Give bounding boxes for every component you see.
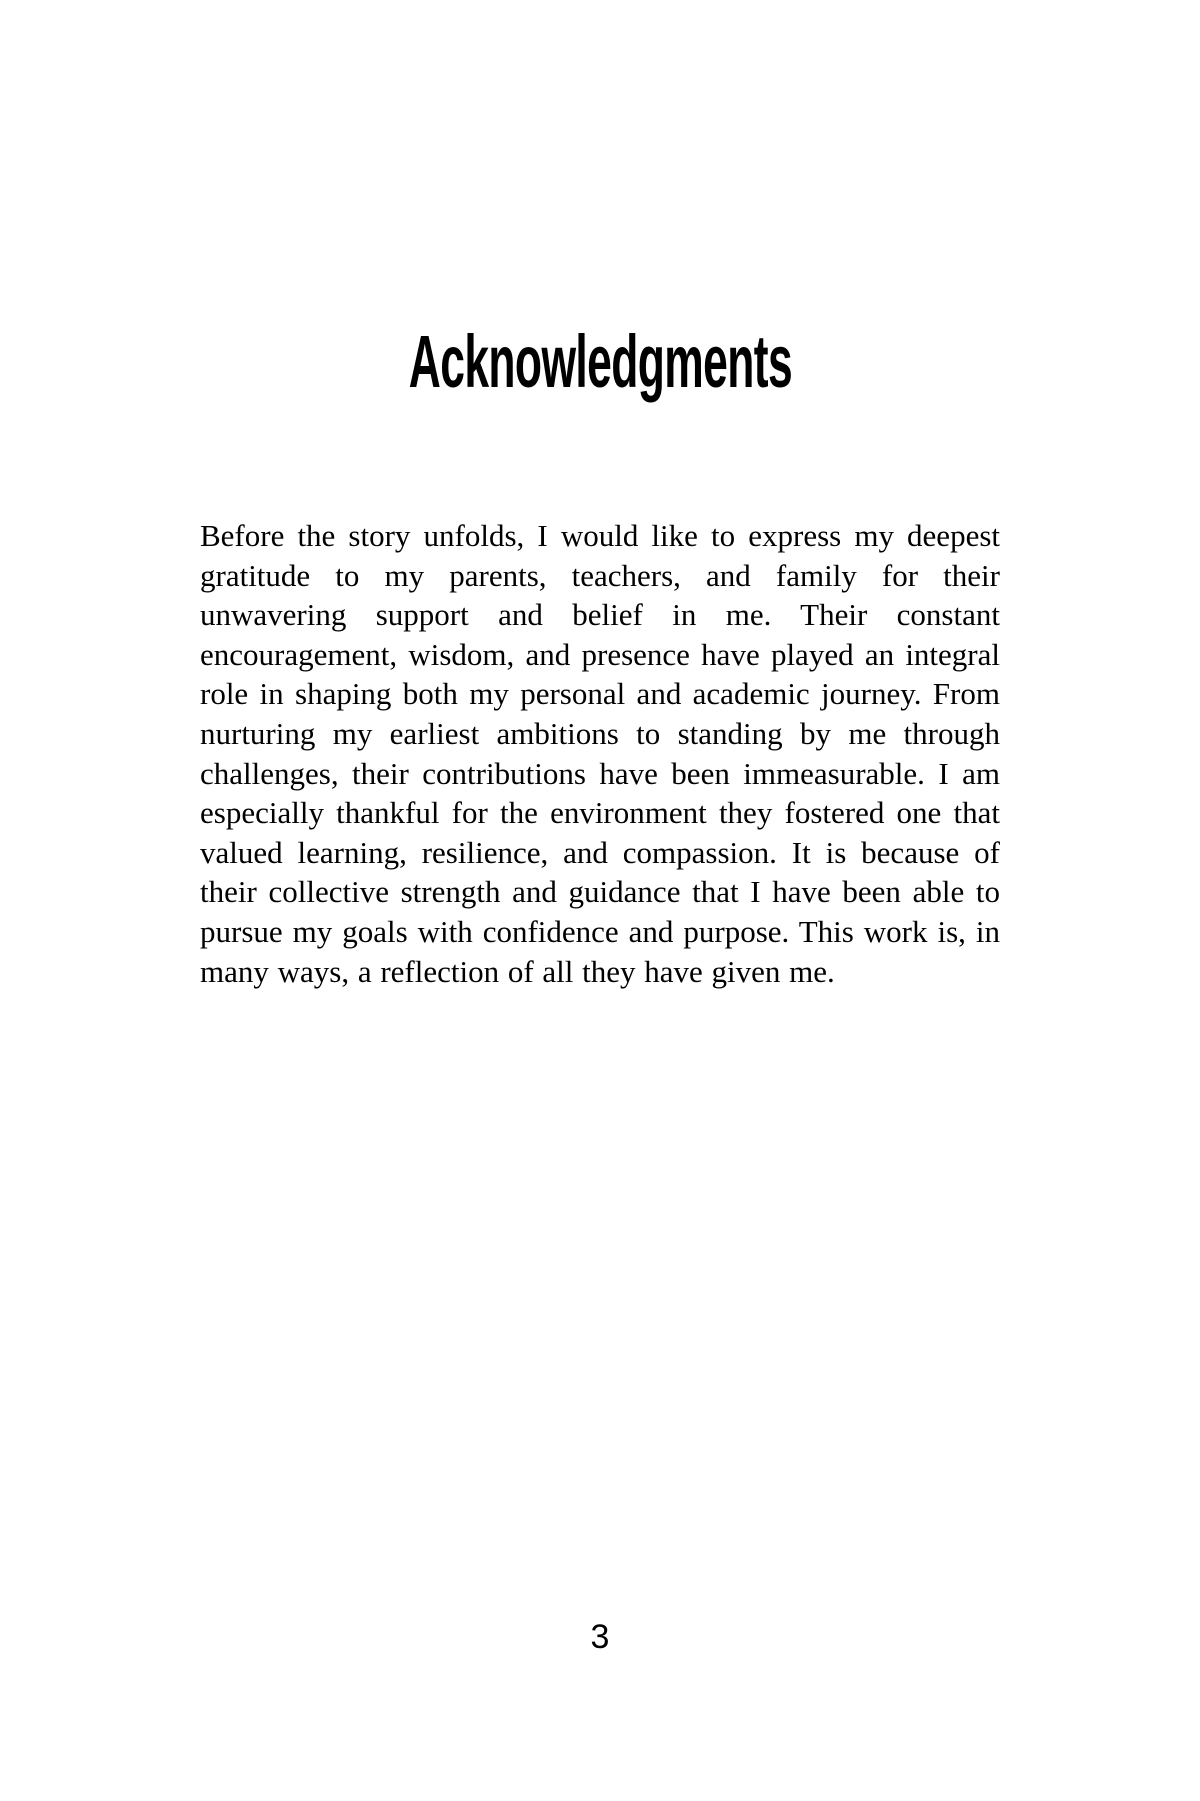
- page-title: [0, 320, 1200, 403]
- page-number: 3: [590, 1618, 610, 1656]
- page-title-text: Acknowledgments: [408, 320, 792, 403]
- acknowledgments-paragraph: Before the story unfolds, I would like to express my deepest gratitude to my parents, teachers, and family for their unwavering support and belief in me. Their constant encouragement, wisdom, and presence have played an integral role in shaping both my personal and academic journey. From nurturing my earliest ambitions to standing by me through challenges, their contributions have been immeasurable. I am especially thankful for the environment they fostered one that valued learning, resilience, and compassion. It is because of their collective strength and guidance that I have been able to pursue my goals with confidence and purpose. This work is, in many ways, a reflection of all they have given me.: [200, 518, 1000, 989]
